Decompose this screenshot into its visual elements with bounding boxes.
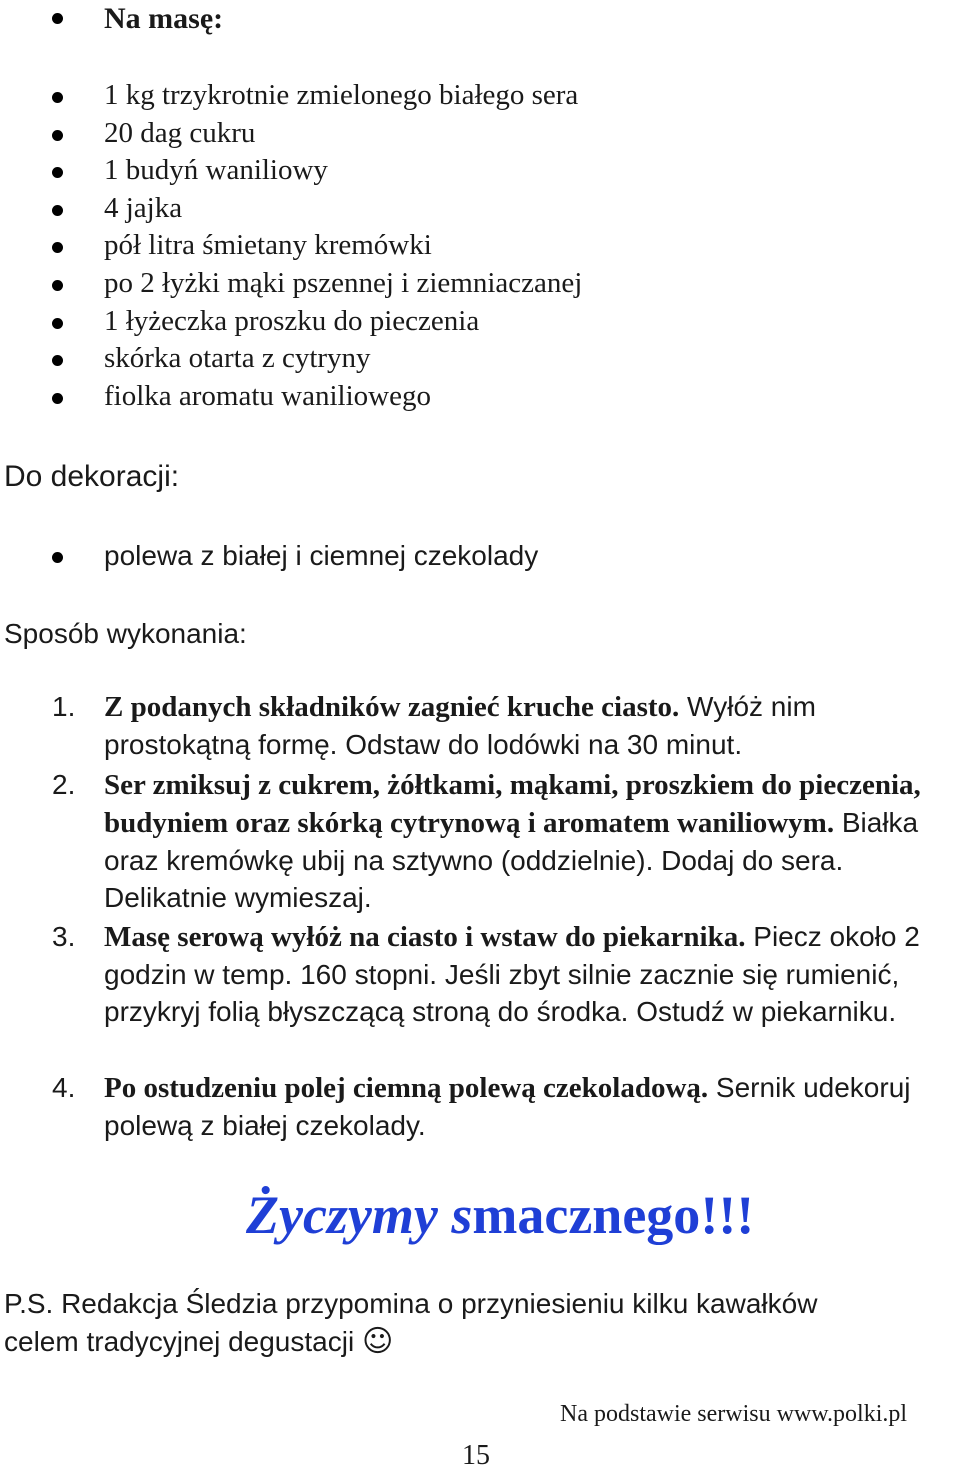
ps-line-1: P.S. Redakcja Śledzia przypomina o przyniesieniu kilku kawałków (4, 1288, 818, 1319)
bullet-icon (52, 242, 63, 253)
closing-wish (246, 1180, 754, 1250)
smiley-icon: ☺ (361, 1324, 394, 1359)
step-text (104, 766, 954, 916)
step-plain-text: Wyłóż nim prostokątną formę. Odstaw do lodówki na 30 minut. (104, 691, 816, 760)
list-item: 20 dag cukru (104, 117, 256, 149)
bullet-icon (52, 130, 63, 141)
step-number: 1. (52, 691, 76, 722)
step-bold-text: Po ostudzeniu polej ciemną polewą czekoladową. (104, 1072, 709, 1104)
step-plain-text: Sernik udekoruj polewą z białej czekolady. (104, 1072, 911, 1141)
closing-plain: macznego!!! (472, 1185, 755, 1245)
step-plain-text: Białka oraz kremówkę ubij na sztywno (oddzielnie). Dodaj do sera. Delikatnie wymieszaj. (104, 807, 919, 913)
source-note: Na podstawie serwisu www.polki.pl (560, 1401, 908, 1427)
list-item: po 2 łyżki mąki pszennej i ziemniaczanej (104, 267, 583, 299)
closing-italic: Życzymy s (246, 1185, 473, 1245)
list-item: 1 łyżeczka proszku do pieczenia (104, 305, 480, 337)
step-number: 4. (52, 1072, 76, 1103)
step-bold-text: Z podanych składników zagnieć kruche ciasto. (104, 691, 680, 723)
heading-do-dekoracji: Do dekoracji: (4, 460, 180, 493)
list-item: polewa z białej i ciemnej czekolady (104, 540, 539, 571)
bullet-icon (52, 280, 63, 291)
step-text (104, 1069, 954, 1144)
heading-na-mase: Na masę: (104, 2, 224, 35)
step-bold-text: Masę serową wyłóż na ciasto i wstaw do piekarnika. (104, 921, 746, 953)
bullet-icon (52, 318, 63, 329)
step-bold-text: Ser zmiksuj z cukrem, żółtkami, mąkami, proszkiem do pieczenia, budyniem oraz skórką cytrynową i aromatem waniliowym. (104, 769, 921, 839)
step-text (104, 918, 954, 1030)
bullet-icon (52, 13, 63, 24)
bullet-icon (52, 92, 63, 103)
step-number: 3. (52, 921, 76, 952)
bullet-icon (52, 167, 63, 178)
list-item: 1 budyń waniliowy (104, 154, 328, 186)
list-item: pół litra śmietany kremówki (104, 229, 432, 261)
list-item: 1 kg trzykrotnie zmielonego białego sera (104, 79, 579, 111)
ps-line-2-text: celem tradycyjnej degustacji (4, 1326, 355, 1357)
list-item: skórka otarta z cytryny (104, 342, 371, 374)
ps-line-2 (4, 1323, 393, 1360)
step-number: 2. (52, 769, 76, 800)
bullet-icon (52, 552, 63, 563)
page-number: 15 (462, 1440, 490, 1471)
bullet-icon (52, 393, 63, 404)
list-item: fiolka aromatu waniliowego (104, 380, 431, 412)
heading-sposob-wykonania: Sposób wykonania: (4, 618, 247, 649)
list-item: 4 jajka (104, 192, 183, 224)
bullet-icon (52, 355, 63, 366)
step-text (104, 688, 954, 763)
step-plain-text: Piecz około 2 godzin w temp. 160 stopni. Jeśli zbyt silnie zacznie się rumienić, przykryj folią błyszczącą stroną do środka. Ostudź w piekarniku. (104, 921, 920, 1027)
bullet-icon (52, 205, 63, 216)
